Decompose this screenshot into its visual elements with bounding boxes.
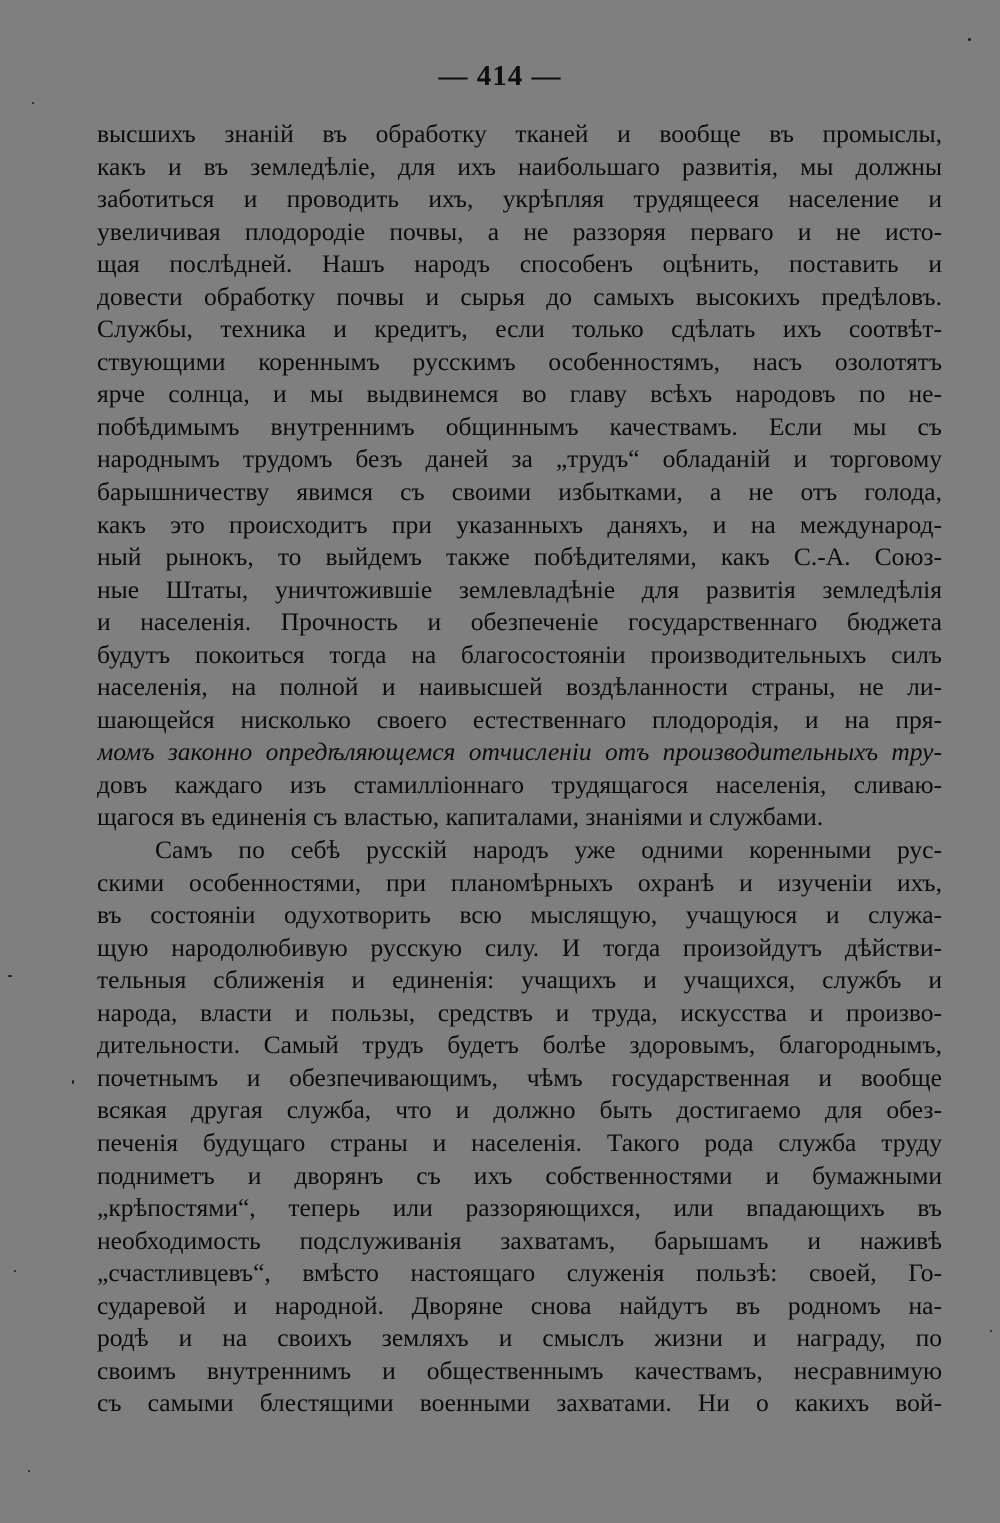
text-line: высшихъ знаній въ обработку тканей и вообще въ промыслы, xyxy=(97,119,942,148)
text-line: скими особенностями, при планомѣрныхъ охранѣ и изученіи ихъ, xyxy=(97,867,942,897)
text-line: ярче солнца, и мы выдвинемся во главу всѣхъ народовъ по не- xyxy=(97,379,942,409)
text-line: какъ и въ земледѣліе, для ихъ наибольшаго развитія, мы должны xyxy=(97,151,942,181)
text-line: ный рынокъ, то выйдемъ также побѣдителями, какъ С.-А. Союз- xyxy=(97,542,942,572)
scan-speck xyxy=(72,1080,74,1084)
text-line: своимъ внутреннимъ и общественнымъ качествамъ, несравнимую xyxy=(97,1355,942,1385)
scan-speck xyxy=(8,975,12,977)
text-line: ные Штаты, уничтожившіе землевладѣніе для развитія земледѣлія xyxy=(97,574,942,604)
text-line: какъ это происходитъ при указанныхъ даняхъ, и на международ- xyxy=(97,509,942,539)
text-line: родѣ и на своихъ земляхъ и смыслъ жизни и награду, по xyxy=(97,1323,942,1353)
text-line: всякая другая служба, что и должно быть достигаемо для обез- xyxy=(97,1095,942,1125)
text-line: побѣдимымъ внутреннимъ общиннымъ качествамъ. Если мы съ xyxy=(97,411,942,441)
text-line: тельныя сближенія и единенія: учащихъ и учащихся, службъ и xyxy=(97,965,942,995)
scan-speck xyxy=(968,38,971,41)
text-line: „крѣпостями“, теперь или раззоряющихся, или впадающихъ въ xyxy=(97,1193,942,1223)
text-line: довести обработку почвы и сырья до самыхъ высокихъ предѣловъ. xyxy=(97,281,942,311)
text-line: дительности. Самый трудъ будетъ болѣе здоровымъ, благороднымъ, xyxy=(97,1030,942,1060)
text-line: сударевой и народной. Дворяне снова найдутъ въ родномъ на- xyxy=(97,1290,942,1320)
text-line: увеличивая плодородіе почвы, а не раззоряя перваго и не исто- xyxy=(97,216,942,246)
text-line: Самъ по себѣ русскій народъ уже одними коренными рус- xyxy=(155,835,942,865)
text-line: довъ каждаго изъ стамилліоннаго трудящагося населенія, сливаю- xyxy=(97,769,942,799)
text-line: заботиться и проводить ихъ, укрѣпляя трудящееся население и xyxy=(97,184,942,214)
text-line: будутъ покоиться тогда на благосостояніи производительныхъ силъ xyxy=(97,639,942,669)
body-text xyxy=(97,118,942,1420)
text-line: и населенія. Прочность и обезпеченіе государственнаго бюджета xyxy=(97,607,942,637)
text-line: момъ законно опредѣляющемся отчисленіи отъ производительныхъ тру- xyxy=(97,737,942,767)
text-line: барышничеству явимся съ своими избытками, а не отъ голода, xyxy=(97,477,942,507)
scan-speck xyxy=(14,1270,16,1272)
scan-speck xyxy=(990,1330,992,1332)
text-line: щую народолюбивую русскую силу. И тогда произойдутъ дѣйстви- xyxy=(97,932,942,962)
text-line: шающейся нисколько своего естественнаго плодородія, и на пря- xyxy=(97,704,942,734)
text-line: щагося въ единенія съ властью, капиталами, знаніями и службами. xyxy=(97,802,824,832)
text-line: народа, власти и пользы, средствъ и труда, искусства и произво- xyxy=(97,997,942,1027)
text-line: „счастливцевъ“, вмѣсто настоящаго служенія пользѣ: своей, Го- xyxy=(97,1258,942,1288)
scan-speck xyxy=(28,1470,30,1472)
text-line: почетнымъ и обезпечивающимъ, чѣмъ государственная и вообще xyxy=(97,1062,942,1092)
page-number: — 414 — xyxy=(438,60,562,92)
text-line: народнымъ трудомъ безъ даней за „трудъ“ обладаній и торговому xyxy=(97,444,942,474)
text-line: необходимость подслуживанія захватамъ, барышамъ и наживѣ xyxy=(97,1225,942,1255)
text-line: населенія, на полной и наивысшей воздѣланности страны, не ли- xyxy=(97,672,942,702)
scan-speck xyxy=(32,102,34,104)
text-line: печенія будущаго страны и населенія. Такого рода служба труду xyxy=(97,1127,942,1157)
text-line: съ самыми блестящими военными захватами. Ни о какихъ вой- xyxy=(97,1388,942,1418)
text-line: ствующими кореннымъ русскимъ особенностямъ, насъ озолотятъ xyxy=(97,346,942,376)
text-line: щая послѣдней. Нашъ народъ способенъ оцѣнить, поставить и xyxy=(97,249,942,279)
text-line: Службы, техника и кредитъ, если только сдѣлать ихъ соотвѣт- xyxy=(97,314,942,344)
text-line: подниметъ и дворянъ съ ихъ собственностями и бумажными xyxy=(97,1160,942,1190)
text-line: въ состояніи одухотворить всю мыслящую, учащуюся и служа- xyxy=(97,900,942,930)
